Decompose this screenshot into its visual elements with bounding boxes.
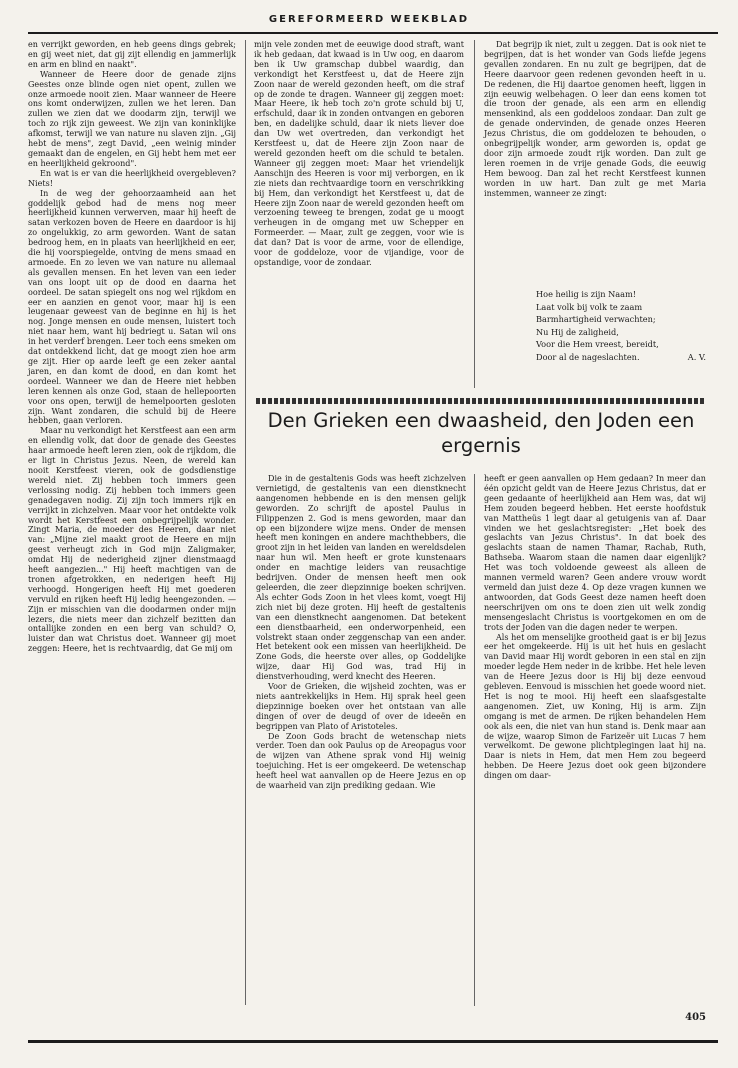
paragraph: Voor de Grieken, die wijsheid zochten, was er niets aantrekkelijks in Hem. Hij sprak heel geen diepzinnige boeken over het ontstaan van alle dingen of over de deugd of over de ideeën en begrippen van Plato of Aristoteles. xyxy=(256,682,466,731)
paragraph: heeft er geen aanvallen op Hem gedaan? In meer dan één opzicht geldt van de Heere Jezus Christus, dat er geen gedaante of heerlijkheid aan Hem was, dat wij Hem zouden begeerd hebben. Het eerste hoofdstuk van Mattheüs 1 legt daar al getuigenis van af. Daar vinden we het geslachtsregister: „Het boek des geslachts van Jezus Christus". In dat boek des geslachts staan de namen Thamar, Rachab, Ruth, Bathseba. Waarom staan die namen daar eigenlijk? Het was toch voldoende geweest als alleen de mannen vermeld waren? Geen andere vrouw wordt vermeld dan juist deze 4. Op deze vragen kunnen we antwoorden, dat Gods Geest deze namen heeft doen neerschrijven om ons te doen zien uit welk zondig mensengeslacht Christus is voortgekomen en om de trots der Joden van die dagen neder te werpen. xyxy=(484,474,706,632)
column-2 xyxy=(254,40,464,388)
verse-line: Door al de nageslachten. xyxy=(536,351,640,362)
paragraph: en verrijkt geworden, en heb geens dings gebrek; en gij weet niet, dat gij zijt ellendig en jammerlijk en arm en blind en naakt". xyxy=(28,40,236,69)
column-1 xyxy=(28,40,236,1000)
verse-line: Laat volk bij volk te zaam xyxy=(536,301,643,312)
column-divider xyxy=(474,40,475,388)
article-title xyxy=(256,408,706,458)
column-divider xyxy=(474,474,475,1006)
article-title-line: Den Grieken een dwaasheid, den Joden een xyxy=(267,409,695,432)
paragraph: Als het om menselijke grootheid gaat is er bij Jezus eer het omgekeerde. Hij is uit het huis en geslacht van David maar Hij wordt geboren in een stal en zijn moeder legde Hem neder in de kribbe. Het hele leven van de Heere Jezus door is Hij bij deze eenvoud gebleven. Eenvoud is misschien het goede woord niet. Het is nog te mooi. Hij heeft een slaafsgestalte aangenomen. Ziet, uw Koning, Hij is arm. Zijn omgang is met de armen. De rijken behandelen Hem ook als een, die niet van hun stand is. Denk maar aan de wijze, waarop Simon de Farizeër uit Lucas 7 hem verwelkomt. De gewone plichtplegingen laat hij na. Daar is niets in Hem, dat men Hem zou begeerd hebben. De Heere Jezus doet ook geen bijzondere dingen om daar- xyxy=(484,632,707,781)
article-title-line: ergernis xyxy=(441,434,521,457)
column-5 xyxy=(484,474,706,1006)
footer-rule xyxy=(28,1040,718,1043)
paragraph: Maar nu verkondigt het Kerstfeest aan een arm en ellendig volk, dat door de genade des Geestes haar armoede heeft leren zien, ook de rijkdom, die er ligt in Christus Jezus. Neen, de wereld kan nooit Kerstfeest vieren, ook de godsdienstige wereld niet. Zij hebben toch immers geen verlossing nodig. Zij hebben toch immers geen genadegaven nodig. Zij zijn toch immers rijk en verrijkt in zichzelven. Maar voor het ontdekte volk wordt het Kerstfeest een onbegrijpelijk wonder. Zingt Maria, de moeder des Heeren, daar niet van: „Mijne ziel maakt groot de Heere en mijn geest verheugt zich in God mijn Zaligmaker, omdat Hij de nederigheid zijner dienstmaagd heeft aangezien..." Hij heeft machtigen van de tronen afgetrokken, en nederigen heeft Hij verhoogd. Hongerigen heeft Hij met goederen vervuld en rijken heeft Hij ledig heengezonden. — Zijn er misschien van die doodarmen onder mijn lezers, die niets meer dan zichzelf bezitten dan ontallijke zonden en een berg van schuld? O, luister dan wat Christus doet. Wanneer gij moet zeggen: Heere, het is rechtvaardig, dat Ge mij om xyxy=(28,426,236,654)
page-number: 405 xyxy=(685,1012,706,1023)
author-signature: A. V. xyxy=(687,351,706,362)
decorative-divider xyxy=(256,398,706,404)
verse-line-with-signature xyxy=(536,351,706,364)
column-divider xyxy=(245,40,246,1005)
masthead: GEREFORMEERD WEEKBLAD xyxy=(268,14,470,25)
paragraph: De Zoon Gods bracht de wetenschap niets verder. Toen dan ook Paulus op de Areopagus voor de wijzen van Athene sprak vond Hij weinig toejuiching. Het is eer omgekeerd. De wetenschap heeft heel wat aanvallen op de Heere Jezus en op de waarheid van zijn prediking gedaan. Wie xyxy=(256,731,466,791)
paragraph: Die in de gestaltenis Gods was heeft zichzelven vernietigd, de gestaltenis van een dienstknecht aangenomen hebbende en is den mensen gelijk geworden. Zo schrijft de apostel Paulus in Filippenzen 2. God is mens geworden, maar dan op een bijzondere wijze mens. Onder de mensen heeft men koningen en andere machthebbers, die groot zijn in het leiden van landen en wereldsdelen naar hun wil. Men heeft er grote kunstenaars onder en machtige leiders van reusachtige bedrijven. Onder de mensen heeft men ook geleerden, die zeer diepzinnige boeken schrijven. Als echter Gods Zoon in het vlees komt, voegt Hij zich niet bij deze groten. Hij heeft de gestaltenis van een dienstknecht aangenomen. Dat betekent een dienstbaarheid, een onderworpenheid, een volstrekt staan onder zeggenschap van een ander. Het betekent ook een missen van heerlijkheid. De Zone Gods, die heerste over alles, op Goddelijke wijze, daar Hij God was, trad Hij in dienstverhouding, werd knecht des Heeren. xyxy=(256,474,466,682)
column-4 xyxy=(256,474,466,1006)
verse-line: Nu Hij de zaligheid, xyxy=(536,326,619,337)
column-3 xyxy=(484,40,706,198)
psalm-verse xyxy=(536,288,706,364)
paragraph: En wat is er van die heerlijkheid overgebleven? Niets! xyxy=(28,168,236,188)
verse-line: Hoe heilig is zijn Naam! xyxy=(536,289,637,299)
paragraph: Wanneer de Heere door de genade zijns Geestes onze blinde ogen niet opent, zullen we onze armoede nooit zien. Maar wanneer de Heere ons komt onderwijzen, zullen we het leren. Dan zullen we zien dat we doodarm zijn, terwijl we toch zo rijk zijn geweest. We zijn van koninklijke afkomst, terwijl we van nature nu slaven zijn. „Gij hebt de mens", zegt David, „een weinig minder gemaakt dan de engelen, en Gij hebt hem met eer en heerlijkheid gekroond". xyxy=(28,69,236,168)
verse-line: Barmhartigheid verwachten; xyxy=(536,314,656,325)
paragraph: In de weg der gehoorzaamheid aan het goddelijk gebod had de mens nog meer heerlijkheid kunnen verwerven, maar hij heeft de satan verkozen boven de Heere en daardoor is hij zo ongelukkig, zo arm geworden. Want de satan bedroog hem, en in plaats van heerlijkheid en eer, die hij voorspiegelde, ontving de mens smaad en armoede. En zo leven we van nature nu allemaal als gevallen mensen. En het leven van een ieder van ons loopt uit op de dood en daarna het oordeel. De satan spiegelt ons nog wel rijkdom en eer en aanzien en genot voor, maar hij is een leugenaar geweest van de beginne en hij is het nog. Jonge mensen en oude mensen, luistert toch niet naar hem, want hij bedriegt u. Satan wil ons in het verderf brengen. Leer toch eens smeken om dat ontdekkend licht, dat ge moogt zien hoe arm ge zijt. Hier op aarde leeft ge een zeker aantal jaren, en dan komt de dood, en dan komt het oordeel. Wanneer we dan de Heere niet hebben leren kennen als onze God, staan de hellepoorten voor ons open, terwijl de hemelpoorten gesloten zijn. Want zondaren, die schuld bij de Heere hebben, gaan verloren. xyxy=(28,188,236,426)
header-rule xyxy=(28,32,718,34)
paragraph: mijn vele zonden met de eeuwige dood straft, want ik heb gedaan, dat kwaad is in Uw oog, en daarom ben ik Uw gramschap dubbel waardig, dan verkondigt het Kerstfeest u, dat de Heere zijn Zoon naar de wereld gezonden heeft, om die straf op de zonde te dragen. Wanneer gij zeggen moet: Maar Heere, ik heb toch zo'n grote schuld bij U, erfschuld, daar ik in zonden ontvangen en geboren ben, en dadelijke schuld, daar ik niets liever doe dan Uw wet overtreden, dan verkondigt het Kerstfeest u, dat de Heere zijn Zoon naar de wereld gezonden heeft om die schuld te betalen. Wanneer gij zeggen moet: Maar het vriendelijk Aanschijn des Heeren is voor mij verborgen, en ik zie niets dan rechtvaardige toorn en verschrikking bij Hem, dan verkondigt het Kerstfeest u, dat de Heere zijn Zoon naar de wereld gezonden heeft om verzoening teweeg te brengen, zodat ge u moogt verheugen in de omgang met uw Schepper en Formeerder. — Maar, zult ge zeggen, voor wie is dat dan? Dat is voor de arme, voor de ellendige, voor de goddeloze, voor de vijandige, voor de opstandige, voor de zondaar. xyxy=(254,40,464,267)
verse-line: Voor die Hem vreest, bereidt, xyxy=(536,339,659,350)
paragraph: Dat begrijp ik niet, zult u zeggen. Dat is ook niet te begrijpen, dat is het wonder van Gods liefde jegens gevallen zondaren. En nu zult ge begrijpen, dat de Heere daarvoor geen redenen gevonden heeft in u. De redenen, die Hij daartoe genomen heeft, liggen in zijn eeuwig welbehagen. O leer dan eens komen tot die troon der genade, als een arm en ellendig mensenkind, als een goddeloos zondaar. Dan zult ge de genade ondervinden, de genade onzes Heeren Jezus Christus, die om goddelozen te behouden, o onbegrijpelijk wonder, arm geworden is, opdat ge door zijn armoede zoudt rijk worden. Dan zult ge leren roemen in de vrije genade Gods, die eeuwig Hem bewoog. Dan zal het recht Kerstfeest kunnen worden in uw hart. Dan zult ge met Maria instemmen, wanneer ze zingt: xyxy=(484,40,706,198)
